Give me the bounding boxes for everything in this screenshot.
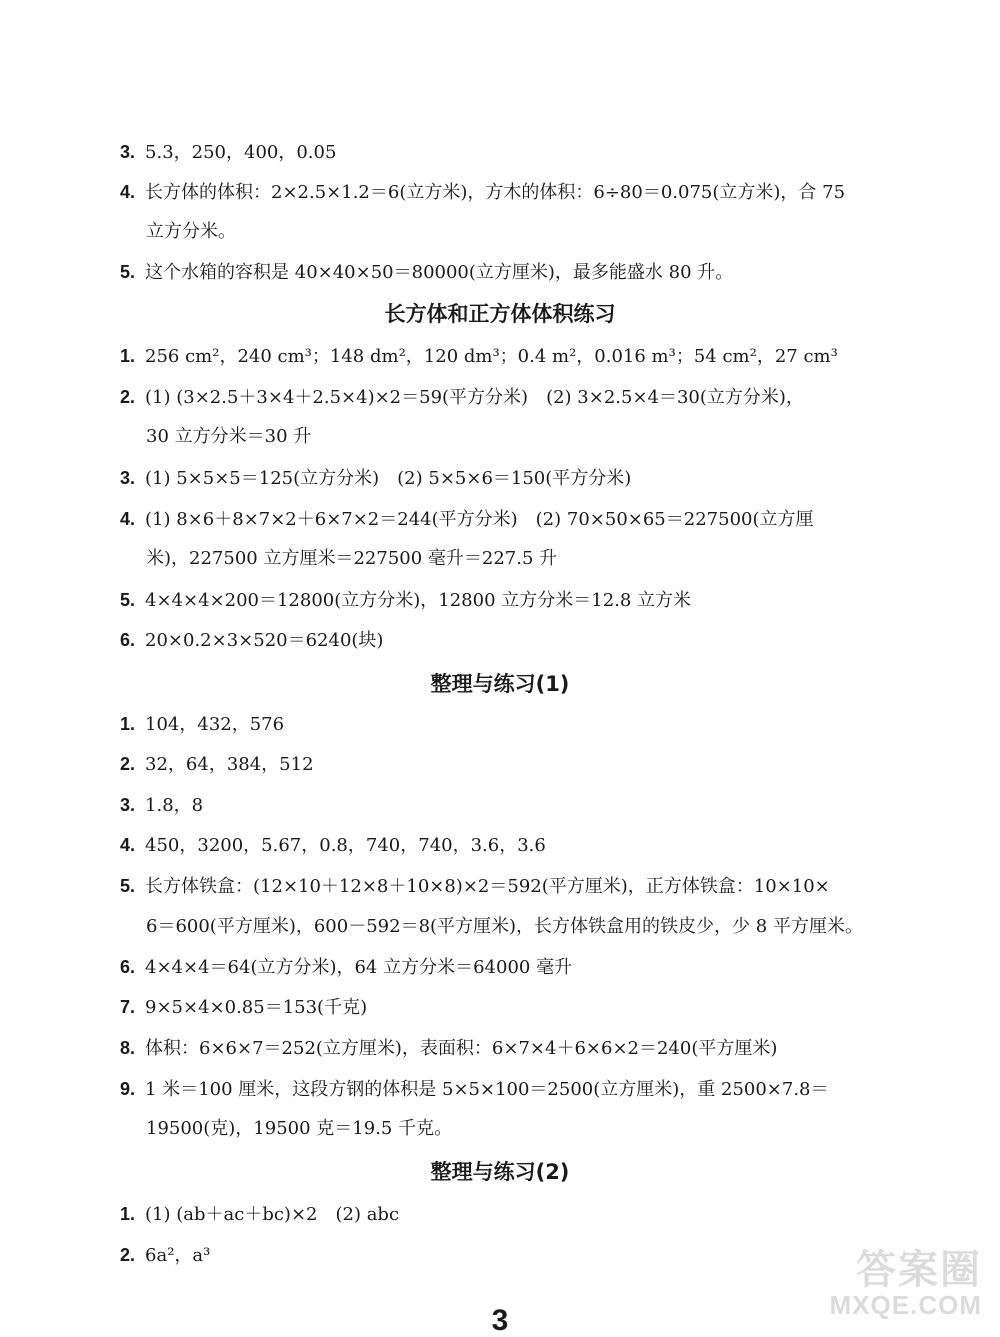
answer-item: 7. 9×5×4×0.85＝153(千克) (120, 997, 368, 1018)
watermark-url: MXQE.COM (829, 1290, 982, 1320)
answer-item: 5. 4×4×4×200＝12800(立方分米)，12800 立方分米＝12.8 立方米 (120, 590, 692, 611)
answer-item: 4. 450，3200，5.67，0.8，740，740，3.6，3.6 (120, 835, 546, 856)
answer-item: 3. 5.3，250，400，0.05 (120, 142, 337, 163)
section-title: 整理与练习(2) (430, 1160, 570, 1184)
section-title: 整理与练习(1) (430, 672, 570, 696)
answer-item: 8. 体积：6×6×7＝252(立方厘米)，表面积：6×7×4＋6×6×2＝240(平方厘米) (120, 1038, 778, 1059)
page-number: 3 (491, 1304, 509, 1337)
watermark-text: 答案圈 (856, 1247, 982, 1293)
answer-item-continuation: 6＝600(平方厘米)，600－592＝8(平方厘米)，长方体铁盒用的铁皮少，少 8 平方厘米。 (146, 916, 863, 937)
answer-item: 1. 104，432，576 (120, 714, 285, 735)
answer-item: 2. 32，64，384，512 (120, 754, 314, 775)
answer-item: 5. 长方体铁盒：(12×10＋12×8＋10×8)×2＝592(平方厘米)，正方体铁盒：10×10× (120, 876, 830, 897)
answer-item: 4. (1) 8×6＋8×7×2＋6×7×2＝244(平方分米) (2) 70×50×65＝227500(立方厘 (120, 509, 814, 530)
answer-item: 4. 长方体的体积：2×2.5×1.2＝6(立方米)，方木的体积：6÷80＝0.075(立方米)，合 75 (120, 182, 846, 203)
answer-item: 1. (1) (ab＋ac＋bc)×2 (2) abc (120, 1204, 400, 1225)
section-title: 长方体和正方体体积练习 (384, 302, 616, 326)
answer-item: 9. 1 米＝100 厘米，这段方钢的体积是 5×5×100＝2500(立方厘米)，重 2500×7.8＝ (120, 1079, 829, 1100)
answer-item: 6. 4×4×4＝64(立方分米)，64 立方分米＝64000 毫升 (120, 957, 573, 978)
answer-item: 2. 6a²，a³ (120, 1245, 211, 1266)
answer-item-continuation: 立方分米。 (146, 221, 236, 242)
answer-item-continuation: 米)，227500 立方厘米＝227500 毫升＝227.5 升 (146, 548, 558, 569)
answer-item-continuation: 30 立方分米＝30 升 (146, 426, 312, 447)
answer-item: 3. 1.8，8 (120, 795, 204, 816)
answer-item: 6. 20×0.2×3×520＝6240(块) (120, 630, 384, 651)
answer-item: 2. (1) (3×2.5＋3×4＋2.5×4)×2＝59(平方分米) (2) 3×2.5×4＝30(立方分米)， (120, 387, 804, 408)
answer-item: 3. (1) 5×5×5＝125(立方分米) (2) 5×5×6＝150(平方分米) (120, 468, 632, 489)
answer-item-continuation: 19500(克)，19500 克＝19.5 千克。 (146, 1118, 453, 1139)
answer-item: 1. 256 cm²，240 cm³；148 dm²，120 dm³；0.4 m²，0.016 m³；54 cm²，27 cm³ (120, 346, 838, 367)
answer-item: 5. 这个水箱的容积是 40×40×50＝80000(立方厘米)，最多能盛水 80 升。 (120, 262, 734, 283)
